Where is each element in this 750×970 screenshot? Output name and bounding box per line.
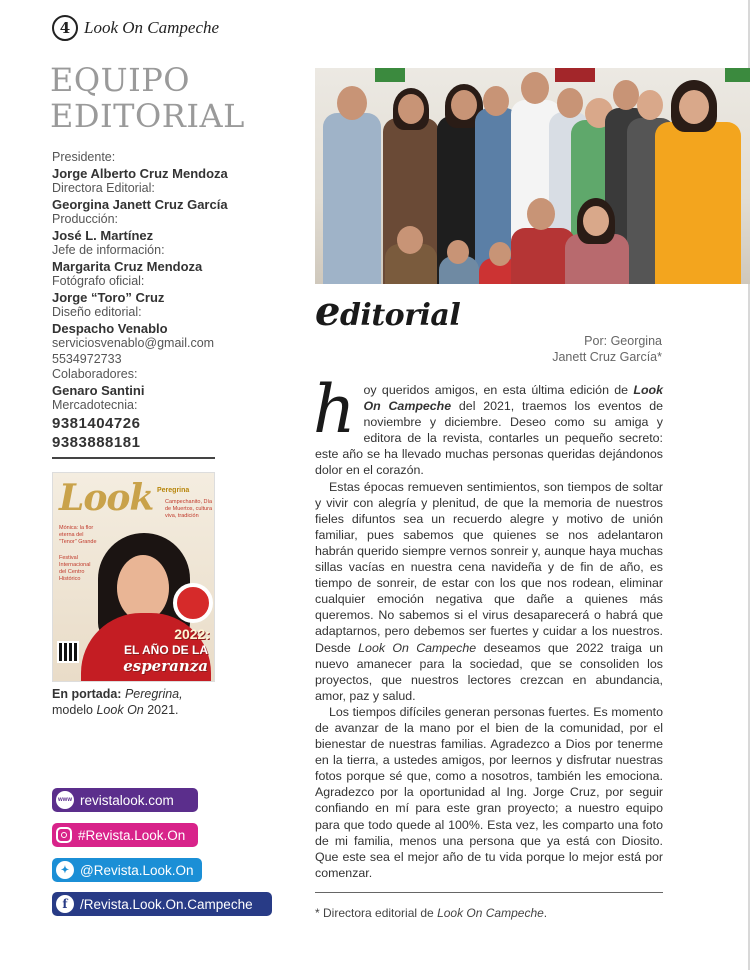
text-run: oy queridos amigos, en esta última edición de <box>363 383 634 397</box>
cover-tagline: Campechanito, Día de Muertos, cultura viva, tradición <box>165 499 213 519</box>
cover-year: 2022: <box>174 626 210 642</box>
text-run: Estas épocas remueven sentimientos, son tiempos de soltar y vivir con alegría y plenitud, de que la memoria de nuestros fieles difuntos sea un recuerdo alegre y motivo de unión familiar, pues sabemos que quienes se nos adelantaron habrán querido siempre vernos sonreir y, aunque haya muchas sillas vacías en nuestra cena navideña y de fin de año, es tiempo de sonreir, de estar con los que nos rodean, eliminar cualquier emoción negativa que dañe a quienes más queremos. No sabemos si el virus desaparecerá o habrá que adaptarnos, pero debemos ser fuertes y cuidar a los nuestros. Desde <box>315 479 663 655</box>
article-paragraph: Los tiempos difíciles generan personas fuertes. Es momento de avanzar de la mano por el bien de la comunidad, por el bienestar de nuestras familias. Agradezco a Dios por tenerme en la tierra, a ustedes amigos, por leernos y disfrutar nuestras fotos porque sé que, como a nosotros, también les emociona. Agradezco por la oportunidad al Ing. Jorge Cruz, por seguir confiando en mí para este gran proyecto; a nuestro equipo para que todo quede al 100%. Esta vez, les comparto una foto de mi familia, menos una persona que ya está con Diosito. Que este sea el mejor año de tu vida porque lo mejor está por comenzar. <box>315 704 663 880</box>
credit-name: Genaro Santini <box>52 382 145 398</box>
family-photo <box>315 68 750 284</box>
person-head <box>557 88 583 118</box>
credit-role: Fotógrafo oficial: <box>52 274 145 288</box>
section-title-line2: EDITORIAL <box>50 97 245 135</box>
credit-role: Mercadotecnia: <box>52 398 138 412</box>
magazine-mention: Look On Campeche <box>358 640 477 655</box>
wall-decoration <box>725 68 750 82</box>
cover-headline: EL AÑO DE LA <box>123 643 208 657</box>
credit-role: Jefe de información: <box>52 243 165 257</box>
byline-line: Por: Georgina <box>584 334 662 348</box>
person <box>655 122 741 284</box>
credit-name: Jorge Alberto Cruz Mendoza <box>52 165 228 181</box>
divider <box>52 457 215 459</box>
person <box>323 113 381 284</box>
text-run: . <box>543 906 548 920</box>
text-run: * Directora editorial de <box>315 906 438 920</box>
website-link[interactable] <box>52 788 198 812</box>
wall-decoration <box>555 68 595 82</box>
wall-decoration <box>375 68 405 82</box>
text-run: del 2021, traemos los eventos de noviembre y diciembre. Deseo como su amiga y editora de la revista, contarles un pequeño secreto: este año se ha llevado muchas personas queridas dejándonos dolor en el corazón. <box>315 399 663 478</box>
article-title-cap: e <box>315 288 340 335</box>
credit-name: Despacho Venablo <box>52 320 168 336</box>
twitter-icon: ✦ <box>56 861 74 879</box>
credit-name: Jorge “Toro” Cruz <box>52 289 165 305</box>
facebook-link[interactable] <box>52 892 272 916</box>
magazine-mention: Look On Campeche <box>363 383 663 414</box>
cover-model-name: Peregrina <box>157 487 190 494</box>
magazine-name: Look On Campeche <box>84 18 220 37</box>
page-number: 4 <box>52 15 78 41</box>
credit-role: Colaboradores: <box>52 367 138 381</box>
instagram-link[interactable] <box>52 823 198 847</box>
article-title-rest: ditorial <box>339 298 461 333</box>
editorial-credits <box>52 150 282 452</box>
website-label: revistalook.com <box>80 792 174 808</box>
person-head <box>447 240 469 264</box>
cover-tagline: Mónica: la flor eterna del "Tenor" Grande <box>59 525 97 545</box>
globe-icon: www <box>56 791 74 809</box>
facebook-label: /Revista.Look.On.Campeche <box>80 896 253 912</box>
cover-logo: Look <box>59 477 154 519</box>
person-head <box>521 72 549 104</box>
magazine-mention: Look On Campeche <box>437 906 544 920</box>
credit-role: Directora Editorial: <box>52 181 155 195</box>
cover-model-face <box>117 555 169 621</box>
twitter-label: @Revista.Look.On <box>80 862 194 878</box>
credit-role: Producción: <box>52 212 119 226</box>
person-head <box>613 80 639 110</box>
magazine-cover <box>52 472 215 682</box>
article-paragraph <box>313 371 663 479</box>
person-head <box>527 198 555 230</box>
person-head <box>483 86 509 116</box>
cover-headline-script: esperanza <box>123 657 208 675</box>
footnote-divider <box>315 892 663 893</box>
byline-line: Janett Cruz García* <box>552 350 662 364</box>
credit-role: Diseño editorial: <box>52 305 142 319</box>
article-paragraph <box>315 479 663 704</box>
cover-santa-hat <box>173 583 213 623</box>
credit-name: Margarita Cruz Mendoza <box>52 258 203 274</box>
instagram-label: #Revista.Look.On <box>78 827 186 843</box>
drop-cap: h <box>313 371 356 448</box>
person-head <box>337 86 367 120</box>
section-title-line1: EQUIPO <box>50 61 190 99</box>
footnote <box>315 906 547 920</box>
credit-name: José L. Martínez <box>52 227 154 243</box>
person-head <box>583 206 609 236</box>
person-head <box>637 90 663 120</box>
caption-magazine: Look On <box>96 703 144 717</box>
qr-code-icon <box>57 641 79 663</box>
twitter-link[interactable] <box>52 858 202 882</box>
page-header <box>52 14 219 42</box>
marketing-phone: 9383888181 <box>52 433 141 451</box>
person-head <box>451 90 477 120</box>
design-phone: 5534972733 <box>52 351 122 366</box>
person-head <box>397 226 423 254</box>
cover-caption <box>52 686 252 718</box>
design-email[interactable]: serviciosvenablo@gmail.com <box>52 336 215 350</box>
person-head <box>398 94 424 124</box>
caption-label: En portada: <box>52 687 122 701</box>
text-run: deseamos que 2022 traiga un nuevo amanecer para la sociedad, que se consoliden los proyectos, que nuestros lectores crezcan en abundancia, amor, paz y salud. <box>315 640 663 703</box>
credit-name: Georgina Janett Cruz García <box>52 196 228 212</box>
section-title <box>50 62 290 134</box>
marketing-phone: 9381404726 <box>52 414 141 432</box>
person-head <box>489 242 511 266</box>
article-body <box>313 371 663 881</box>
caption-text: modelo <box>52 703 97 717</box>
article-title <box>315 288 460 335</box>
person-head <box>679 90 709 124</box>
credit-role: Presidente: <box>52 150 116 164</box>
byline <box>460 333 662 365</box>
instagram-icon <box>56 827 72 843</box>
caption-text: 2021. <box>143 703 179 717</box>
cover-tagline: Festival Internacional del Centro Histórico <box>59 555 91 582</box>
caption-model: Peregrina, <box>124 687 183 701</box>
facebook-icon: f <box>56 895 74 913</box>
